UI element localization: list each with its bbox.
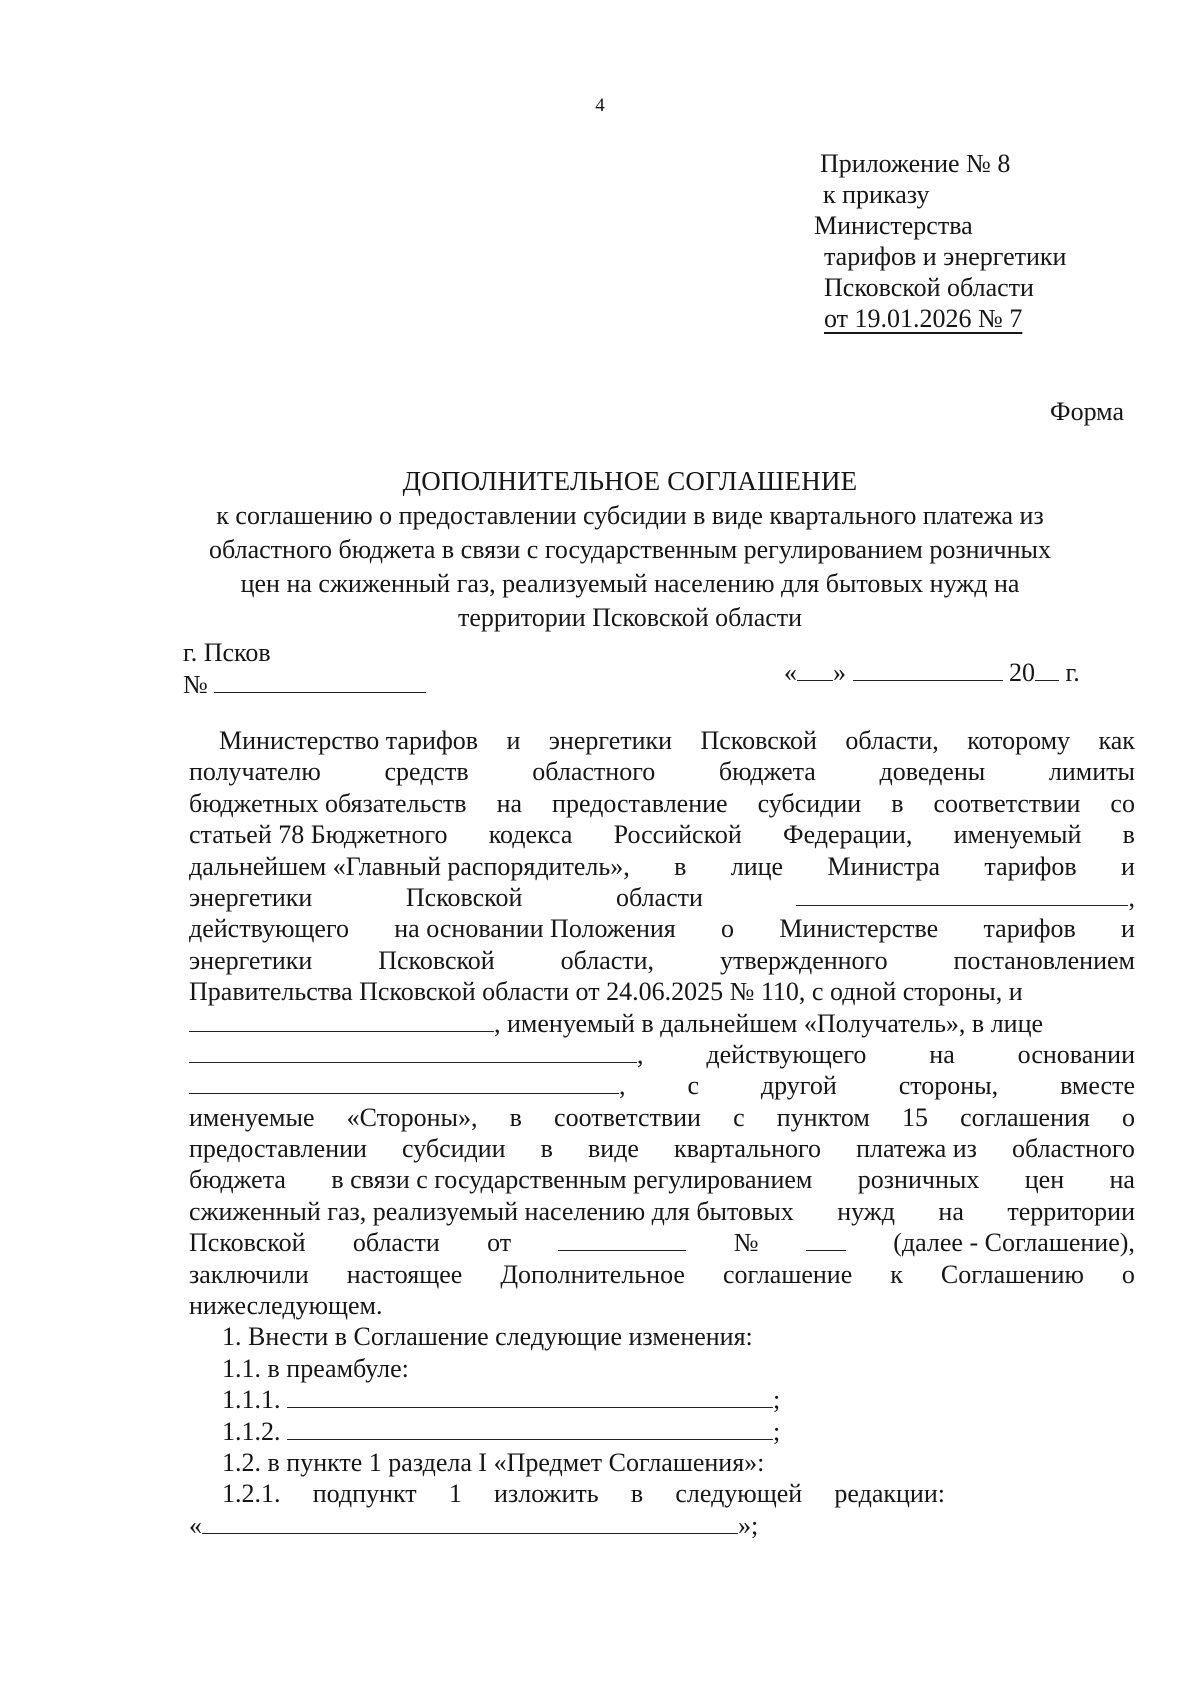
number-blank-field[interactable] [214, 670, 426, 693]
item-1-1-1 [189, 1384, 1135, 1415]
text-line [189, 819, 1135, 850]
text-line [189, 851, 1135, 882]
word: соответствии [554, 1102, 701, 1132]
text-line [189, 945, 1135, 976]
semicolon: ; [773, 1416, 781, 1446]
word: лице [730, 851, 784, 881]
acting-basis-line [189, 1039, 1135, 1070]
word: и [506, 726, 521, 755]
word: кодекса [488, 820, 573, 850]
item-1-1-2 [189, 1416, 1135, 1447]
word: постановлением [953, 945, 1135, 975]
word: о [721, 914, 735, 944]
title-block [180, 464, 1080, 634]
comma: , [637, 1039, 644, 1069]
subtitle-line: территории Псковской области [457, 603, 803, 632]
word: изложить [494, 1479, 599, 1509]
word: территории [1007, 1196, 1135, 1226]
text-line [189, 1102, 1135, 1133]
basis-document-field[interactable] [189, 1071, 619, 1094]
word: энергетики [189, 882, 313, 912]
text-line [189, 1133, 1135, 1164]
word: утвержденного [719, 945, 888, 975]
word: области [352, 1228, 440, 1258]
word: Соглашению [940, 1259, 1084, 1289]
word: средств [384, 757, 469, 787]
word: предоставлении [189, 1134, 367, 1164]
word: тарифов [984, 851, 1077, 881]
word: на [496, 788, 523, 818]
word: субсидии [757, 788, 862, 818]
word: дальнейшем «Главный распорядитель», [189, 851, 630, 881]
word: настоящее [346, 1259, 463, 1289]
word: розничных [857, 1165, 980, 1195]
word: соглашения [960, 1102, 1090, 1132]
word: квартального [674, 1134, 822, 1164]
text-line [189, 882, 1135, 913]
word: от [487, 1228, 512, 1258]
word: в [674, 851, 687, 881]
subtitle-line: к соглашению о предоставлении субсидии в виде квартального платежа из [216, 501, 1044, 530]
word: виде [588, 1134, 639, 1164]
word: именуемые [189, 1102, 315, 1132]
word: которому [967, 726, 1071, 755]
new-wording-field[interactable] [202, 1511, 738, 1534]
word: в [509, 1102, 522, 1132]
word: областного [532, 757, 656, 787]
agreement-date [784, 658, 1080, 688]
item-number: 1.1.2. [222, 1416, 281, 1446]
word: как [1098, 726, 1135, 755]
word: областного [1012, 1134, 1135, 1164]
month-blank-field[interactable] [853, 658, 1003, 681]
source-number-field[interactable] [806, 1228, 846, 1251]
agreement-number [183, 670, 426, 700]
word: основании [1017, 1039, 1135, 1069]
word: нужд [837, 1196, 895, 1226]
word: стороны, [898, 1071, 999, 1101]
word: цен [1024, 1165, 1065, 1195]
word: сжиженный газ, реализуемый населению для бытовых [189, 1196, 794, 1226]
word: бюджета [189, 1165, 286, 1195]
word: Дополнительное [500, 1259, 685, 1289]
word: с [733, 1102, 745, 1132]
word: в связи с государственным регулированием [331, 1165, 813, 1195]
parties-paragraph [189, 1102, 1135, 1228]
word: вместе [1060, 1071, 1135, 1101]
item-1-2: 1.2. в пункте 1 раздела I «Предмет Соглашения»: [222, 1447, 765, 1477]
source-date-field[interactable] [558, 1228, 686, 1251]
representative-field[interactable] [189, 1040, 637, 1063]
word: Министра [827, 851, 941, 881]
item-number: 1.1.1. [222, 1385, 281, 1415]
word: соответствии [933, 788, 1081, 818]
comma: , [1128, 882, 1135, 912]
word: 15 [902, 1102, 928, 1132]
word: «Стороны», [346, 1102, 478, 1132]
item-1-1: 1.1. в преамбуле: [222, 1353, 409, 1383]
quote-open: « [784, 658, 797, 687]
word: лимиты [1048, 757, 1135, 787]
word: в [630, 1479, 644, 1509]
word: на [1109, 1165, 1135, 1195]
word: Псковской [405, 882, 523, 912]
minister-name-field[interactable] [796, 883, 1128, 906]
preamble-change-field-2[interactable] [287, 1417, 773, 1440]
appendix-line: тарифов и энергетики [824, 242, 1067, 271]
word: действующего [706, 1039, 867, 1069]
word: Российской [613, 820, 742, 850]
word: другой [760, 1071, 837, 1101]
word: субсидии [402, 1134, 506, 1164]
word: Псковской [189, 1228, 306, 1258]
word: Псковской [378, 945, 495, 975]
new-wording-line [189, 1510, 1135, 1541]
appendix-order-date: от 19.01.2026 № 7 [824, 304, 1023, 333]
text-line [189, 1196, 1135, 1227]
quote-close: » [833, 658, 846, 687]
word: следующей [675, 1479, 803, 1509]
word: Правительства Псковской области от 24.06.2025 № 110, с одной стороны, и [189, 977, 1023, 1007]
word: 1 [448, 1479, 462, 1509]
day-blank-field[interactable] [797, 658, 833, 681]
quote-close: »; [738, 1510, 759, 1540]
item-1: 1. Внести в Соглашение следующие изменения: [222, 1322, 753, 1352]
item-1-2-1 [189, 1478, 1135, 1509]
agreement-body [189, 725, 1135, 1541]
word: и [1121, 851, 1135, 881]
word: статьей 78 Бюджетного [189, 820, 448, 850]
following-line: нижеследующем. [189, 1291, 383, 1321]
year-blank-field[interactable] [1035, 658, 1059, 681]
word: Псковской [700, 726, 817, 755]
word: с [687, 1071, 699, 1101]
preamble-paragraph [189, 725, 1135, 1008]
word: в [540, 1134, 553, 1164]
word: на основании Положения [394, 914, 676, 944]
text-line [189, 725, 1135, 756]
word: редакции: [834, 1479, 945, 1509]
word: о [1122, 1102, 1135, 1132]
word: именуемый [953, 820, 1082, 850]
word: Федерации, [783, 820, 913, 850]
text-line [189, 913, 1135, 944]
year-suffix: г. [1065, 658, 1080, 687]
year-prefix: 20 [1009, 658, 1035, 687]
word: на [929, 1039, 955, 1069]
word: платежа из [856, 1134, 977, 1164]
preamble-change-field-1[interactable] [287, 1385, 773, 1408]
word: предоставление [552, 788, 728, 818]
semicolon: ; [773, 1385, 781, 1415]
word: о [1121, 1259, 1135, 1289]
appendix-line: Приложение № 8 [820, 149, 1011, 178]
word: подпункт [312, 1479, 417, 1509]
page-title: ДОПОЛНИТЕЛЬНОЕ СОГЛАШЕНИЕ [402, 466, 858, 496]
minister-name-slot [796, 882, 1135, 913]
subtitle-line: цен на сжиженный газ, реализуемый населению для бытовых нужд на [240, 569, 1020, 598]
appendix-header [814, 148, 1067, 334]
text-line [189, 756, 1135, 787]
word: соглашение [722, 1259, 853, 1289]
number-sign: № [733, 1228, 759, 1258]
word: Министерстве [779, 914, 939, 944]
quote-open: « [189, 1510, 202, 1540]
word: заключили [189, 1259, 309, 1289]
form-label: Форма [1050, 397, 1124, 426]
page-number: 4 [595, 95, 605, 116]
recipient-name-field[interactable] [189, 1009, 494, 1032]
text-line [189, 788, 1135, 819]
word: пунктом [776, 1102, 870, 1132]
place-of-signing: г. Псков [183, 638, 271, 667]
recipient-text: , именуемый в дальнейшем «Получатель», в лице [494, 1008, 1044, 1038]
word: области, [560, 945, 655, 975]
number-sign: № [183, 670, 208, 699]
source-agreement-line [189, 1227, 1135, 1258]
word: 1.2.1. [222, 1479, 281, 1509]
word: энергетики [548, 726, 673, 755]
subtitle-line: областного бюджета в связи с государственным регулированием розничных [209, 535, 1051, 564]
word: Министерство тарифов [219, 726, 479, 755]
appendix-line: Псковской области [824, 273, 1034, 302]
concluded-line [189, 1259, 1135, 1290]
word: к [890, 1259, 903, 1289]
word: на [938, 1196, 964, 1226]
word: (далее - Соглашение), [893, 1228, 1135, 1258]
appendix-line: к приказу [823, 180, 930, 209]
word: в [1122, 820, 1135, 850]
word: энергетики [189, 945, 313, 975]
word: получателю [189, 757, 321, 787]
comma: , [619, 1071, 626, 1101]
recipient-line [189, 1008, 1135, 1039]
word: бюджета [718, 757, 816, 787]
word: области [615, 882, 703, 912]
word: и [1121, 914, 1135, 944]
word: со [1110, 788, 1135, 818]
word: действующего [189, 914, 349, 944]
word: доведены [879, 757, 986, 787]
text-line [189, 1164, 1135, 1195]
word: бюджетных обязательств [189, 788, 467, 818]
word: в [891, 788, 904, 818]
other-side-line [189, 1070, 1135, 1101]
word: области, [845, 726, 939, 755]
word: тарифов [983, 914, 1076, 944]
text-line [189, 976, 1135, 1007]
appendix-line: Министерства [814, 211, 973, 240]
